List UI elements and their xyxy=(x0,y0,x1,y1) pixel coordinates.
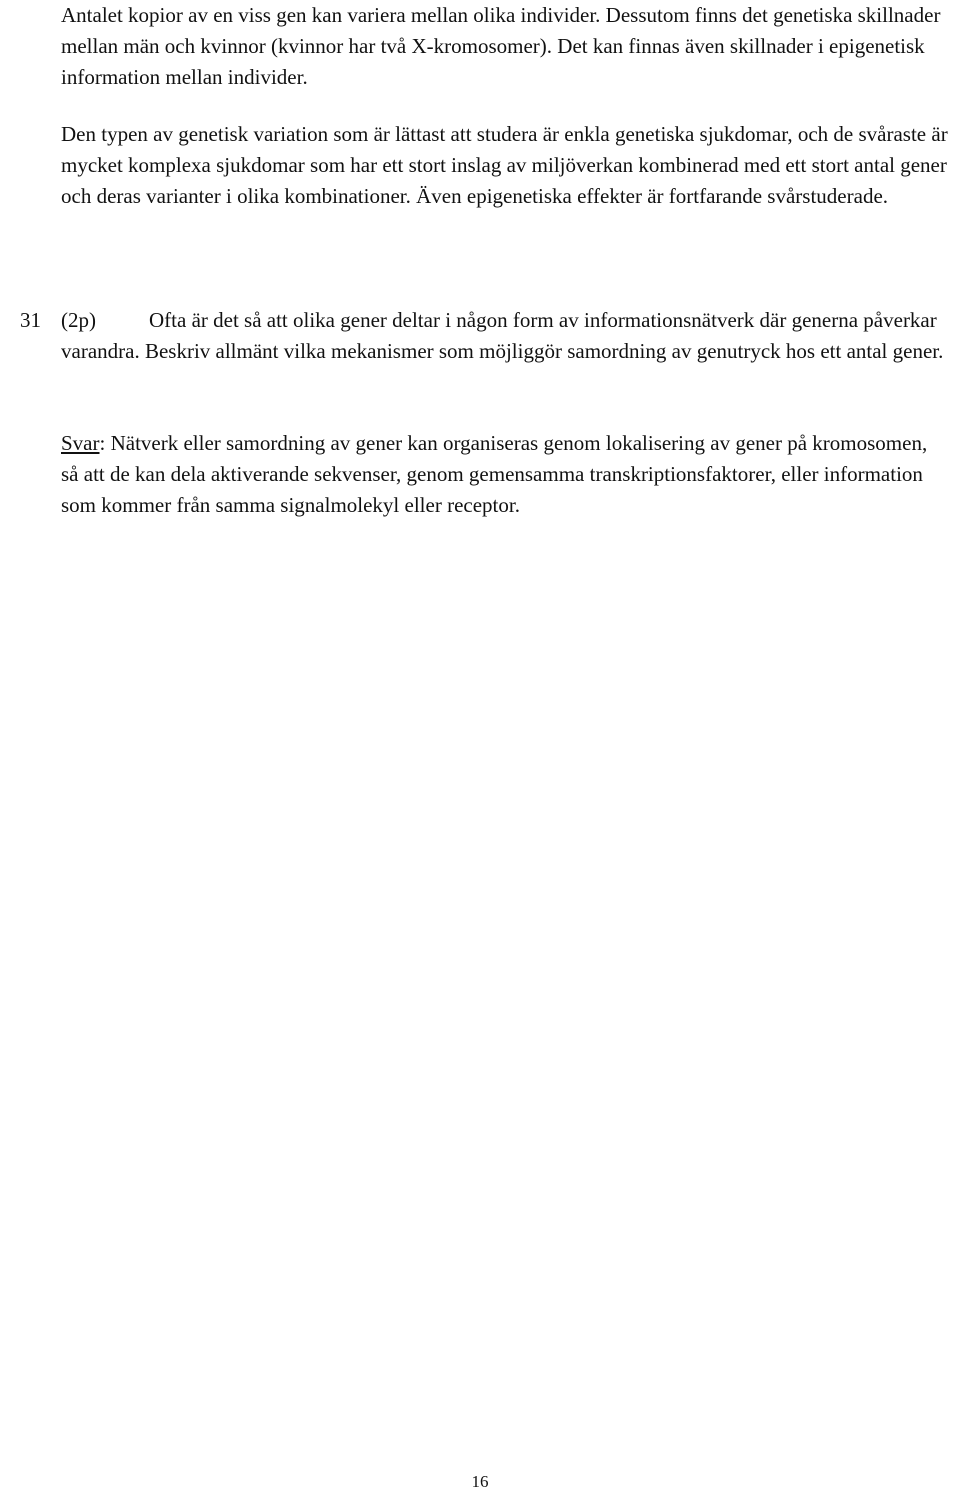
question-points: (2p) xyxy=(61,308,96,332)
question-block xyxy=(20,305,950,367)
question-text: Ofta är det så att olika gener deltar i någon form av informationsnätverk där generna påverkar varandra. Beskriv allmänt vilka mekanismer som möjliggör samordning av genutryck hos ett antal gener. xyxy=(61,308,944,363)
answer-label: Svar xyxy=(61,431,100,455)
question-number: 31 xyxy=(20,308,41,332)
paragraph-genetic-variation: Den typen av genetisk variation som är lättast att studera är enkla genetiska sjukdomar, och de svåraste är mycket komplexa sjukdomar som har ett stort inslag av miljöverkan kombinerad med ett stort antal gener och deras varianter i olika kombinationer. Även epigenetiska effekter är fortfarande svårstuderade. xyxy=(61,122,948,208)
answer-separator: : xyxy=(99,431,106,455)
paragraph-genetic-copies: Antalet kopior av en viss gen kan variera mellan olika individer. Dessutom finns det genetiska skillnader mellan män och kvinnor (kvinnor har två X-kromosomer). Det kan finnas även skillnader i epigenetisk information mellan individer. xyxy=(61,3,941,89)
page-number: 16 xyxy=(471,1472,489,1491)
answer-text: Nätverk eller samordning av gener kan organiseras genom lokalisering av gener på kromosomen, så att de kan dela aktiverande sekvenser, genom gemensamma transkriptionsfaktorer, eller information som kommer från samma signalmolekyl eller receptor. xyxy=(61,431,928,517)
answer-block xyxy=(61,428,946,521)
